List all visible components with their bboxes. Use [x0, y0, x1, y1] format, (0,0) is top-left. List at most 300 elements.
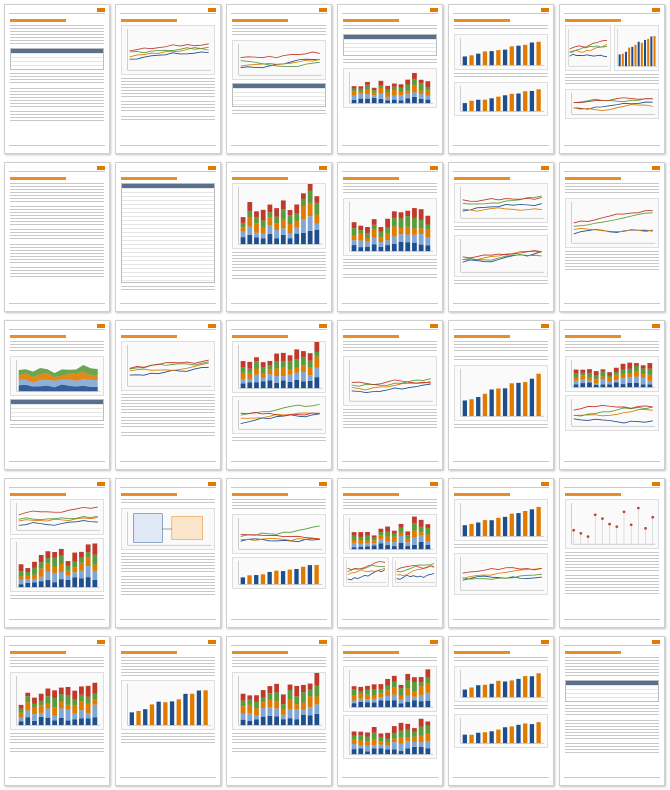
page-body [232, 175, 326, 301]
figure-lines [232, 396, 326, 434]
figure-lines [121, 341, 215, 391]
text-block [232, 110, 326, 116]
bars-thumbnail [122, 681, 214, 729]
page-thumbnail[interactable] [448, 478, 554, 628]
text-block [232, 657, 326, 669]
text-block [121, 657, 215, 677]
page-body [454, 491, 548, 617]
text-block [565, 657, 659, 677]
page-body [121, 491, 215, 617]
text-block [454, 705, 548, 711]
data-table [10, 48, 104, 70]
section-title [232, 19, 288, 22]
page-body [232, 649, 326, 775]
header-logo-icon [541, 482, 549, 486]
text-block [10, 206, 104, 226]
table-header [11, 400, 103, 404]
text-block [121, 432, 215, 438]
section-title [10, 19, 66, 22]
text-block [565, 575, 659, 595]
lines-thumbnail [566, 26, 610, 70]
page-thumbnail[interactable] [4, 320, 110, 470]
page-footer [120, 619, 216, 624]
page-header [342, 166, 438, 172]
page-footer [453, 619, 549, 624]
lines-thumbnail [233, 41, 325, 79]
text-block [454, 657, 548, 663]
lines-thumbnail [566, 199, 658, 247]
section-title [121, 493, 177, 496]
text-block [343, 409, 437, 429]
page-header [453, 640, 549, 646]
text-block [343, 341, 437, 353]
figure-stacked [343, 666, 437, 712]
header-logo-icon [208, 324, 216, 328]
data-table [10, 399, 104, 421]
figure-bars [614, 25, 660, 71]
text-block [454, 356, 548, 362]
stacked-thumbnail [344, 199, 436, 255]
lines-thumbnail [393, 558, 437, 586]
page-footer [231, 145, 327, 150]
page-header [453, 8, 549, 14]
table-header [122, 184, 214, 188]
bars-thumbnail [455, 366, 547, 420]
section-title [454, 177, 510, 180]
figure-lines [10, 499, 104, 535]
text-block [121, 576, 215, 596]
page-thumbnail[interactable] [115, 162, 221, 312]
page-thumbnail[interactable] [448, 636, 554, 786]
page-header [453, 324, 549, 330]
text-block [565, 552, 659, 572]
text-block [454, 341, 548, 353]
page-header [564, 482, 660, 488]
lines-thumbnail [344, 357, 436, 405]
page-thumbnail[interactable] [115, 636, 221, 786]
text-block [343, 499, 437, 511]
text-block [10, 341, 104, 353]
page-thumbnail[interactable] [4, 162, 110, 312]
figure-stacked [343, 514, 437, 554]
page-body [10, 17, 104, 143]
page-footer [564, 303, 660, 308]
header-logo-icon [208, 640, 216, 644]
page-header [9, 8, 105, 14]
text-block [232, 733, 326, 745]
bars-thumbnail [615, 26, 659, 70]
text-block [454, 73, 548, 79]
text-block [454, 544, 548, 550]
page-header [342, 8, 438, 14]
figure-stacked [565, 356, 659, 392]
page-header [9, 324, 105, 330]
page-thumbnail[interactable] [559, 162, 665, 312]
text-block [232, 437, 326, 443]
page-header [453, 166, 549, 172]
figure-lines [232, 40, 326, 80]
text-block [121, 394, 215, 414]
page-footer [342, 619, 438, 624]
text-block [454, 25, 548, 31]
lines-thumbnail [566, 90, 658, 118]
text-block [121, 499, 215, 505]
header-logo-icon [652, 8, 660, 12]
figure-stacked [232, 672, 326, 730]
area-thumbnail [11, 357, 103, 395]
page-thumbnail[interactable] [226, 636, 332, 786]
page-body [343, 491, 437, 617]
text-block [343, 657, 437, 663]
page-header [564, 324, 660, 330]
page-body [10, 491, 104, 617]
page-thumbnail[interactable] [337, 162, 443, 312]
page-footer [453, 777, 549, 782]
page-thumbnail[interactable] [4, 4, 110, 154]
page-body [343, 649, 437, 775]
text-block [121, 417, 215, 429]
page-footer [9, 777, 105, 782]
figure-stacked [232, 341, 326, 393]
figure-bars [454, 499, 548, 541]
lines-thumbnail [233, 515, 325, 553]
text-block [10, 244, 104, 264]
figure-lines [565, 89, 659, 119]
figure-bars [454, 82, 548, 116]
stacked-thumbnail [11, 673, 103, 729]
text-block [232, 275, 326, 281]
figure-bars [121, 680, 215, 730]
page-footer [9, 303, 105, 308]
data-table [121, 183, 215, 283]
page-thumbnail[interactable] [226, 4, 332, 154]
header-logo-icon [319, 166, 327, 170]
page-footer [231, 303, 327, 308]
page-header [120, 640, 216, 646]
text-block [10, 183, 104, 203]
figure-stacked [10, 538, 104, 592]
dots-thumbnail [566, 500, 658, 548]
header-logo-icon [652, 640, 660, 644]
page-thumbnail[interactable] [4, 478, 110, 628]
text-block [565, 720, 659, 740]
section-title [565, 177, 621, 180]
header-logo-icon [541, 8, 549, 12]
text-block [565, 251, 659, 271]
text-block [565, 183, 659, 195]
page-thumbnail[interactable] [115, 4, 221, 154]
text-block [343, 183, 437, 195]
section-title [454, 493, 510, 496]
text-block [10, 88, 104, 108]
section-title [232, 493, 288, 496]
figure-bars [454, 666, 548, 702]
page-header [9, 482, 105, 488]
header-logo-icon [319, 8, 327, 12]
header-logo-icon [208, 8, 216, 12]
section-title [343, 493, 399, 496]
section-title [121, 651, 177, 654]
text-block [121, 78, 215, 98]
text-block [10, 111, 104, 123]
stacked-thumbnail [566, 357, 658, 391]
stacked-thumbnail [344, 716, 436, 758]
stacked-thumbnail [344, 667, 436, 711]
figure-stacked [343, 198, 437, 256]
text-block [343, 259, 437, 271]
stacked-thumbnail [233, 342, 325, 392]
page-thumbnail[interactable] [559, 636, 665, 786]
header-logo-icon [430, 482, 438, 486]
figure-row [565, 25, 659, 74]
header-logo-icon [319, 482, 327, 486]
header-logo-icon [319, 640, 327, 644]
header-logo-icon [430, 8, 438, 12]
lines-thumbnail [122, 26, 214, 74]
text-block [121, 733, 215, 745]
page-header [342, 324, 438, 330]
page-header [9, 166, 105, 172]
section-title [343, 335, 399, 338]
section-title [232, 177, 288, 180]
lines-thumbnail [566, 396, 658, 430]
data-table [343, 34, 437, 56]
header-logo-icon [97, 482, 105, 486]
page-header [342, 640, 438, 646]
data-table [565, 680, 659, 702]
stacked-thumbnail [233, 673, 325, 729]
page-header [564, 166, 660, 172]
text-block [454, 280, 548, 286]
table-header [566, 681, 658, 685]
figure-row [343, 557, 437, 590]
page-header [120, 166, 216, 172]
header-logo-icon [430, 324, 438, 328]
page-thumbnail[interactable] [226, 478, 332, 628]
section-title [121, 335, 177, 338]
bars-thumbnail [233, 558, 325, 588]
section-title [565, 335, 621, 338]
page-body [454, 175, 548, 301]
page-body [343, 333, 437, 459]
section-title [232, 651, 288, 654]
page-footer [342, 145, 438, 150]
bars-thumbnail [455, 667, 547, 701]
section-title [565, 493, 621, 496]
page-thumbnail[interactable] [337, 4, 443, 154]
page-body [565, 175, 659, 301]
page-footer [9, 145, 105, 150]
page-thumbnail[interactable] [448, 320, 554, 470]
page-body [121, 17, 215, 143]
header-logo-icon [97, 324, 105, 328]
text-block [343, 274, 437, 280]
bars-thumbnail [455, 83, 547, 115]
text-block [10, 657, 104, 669]
page-body [121, 649, 215, 775]
page-footer [564, 619, 660, 624]
page-body [121, 333, 215, 459]
page-body [10, 649, 104, 775]
page-thumbnail[interactable] [226, 320, 332, 470]
section-title [454, 19, 510, 22]
page-thumbnail[interactable] [448, 162, 554, 312]
figure-lines [343, 356, 437, 406]
lines-thumbnail [233, 397, 325, 433]
page-header [231, 640, 327, 646]
page-thumbnail[interactable] [337, 320, 443, 470]
section-title [10, 177, 66, 180]
page-thumbnail[interactable] [4, 636, 110, 786]
page-header [342, 482, 438, 488]
page-thumbnail[interactable] [559, 4, 665, 154]
page-body [343, 175, 437, 301]
section-title [121, 177, 177, 180]
lines-thumbnail [455, 184, 547, 222]
page-body [565, 333, 659, 459]
text-block [10, 424, 104, 430]
bars-thumbnail [455, 35, 547, 69]
text-block [343, 25, 437, 31]
page-body [232, 333, 326, 459]
page-body [565, 491, 659, 617]
figure-lines [121, 25, 215, 75]
figure-bars [232, 557, 326, 589]
bars-thumbnail [455, 715, 547, 747]
lines-thumbnail [11, 500, 103, 534]
text-block [565, 743, 659, 755]
text-block [121, 286, 215, 292]
figure-stacked [343, 68, 437, 108]
page-header [453, 482, 549, 488]
text-block [565, 705, 659, 717]
section-title [10, 335, 66, 338]
stacked-thumbnail [344, 69, 436, 107]
text-block [10, 267, 104, 279]
section-title [565, 651, 621, 654]
page-thumbnail[interactable] [226, 162, 332, 312]
page-header [120, 324, 216, 330]
page-header [9, 640, 105, 646]
page-body [10, 333, 104, 459]
page-footer [9, 619, 105, 624]
section-title [343, 651, 399, 654]
page-thumbnail[interactable] [559, 478, 665, 628]
text-block [121, 553, 215, 573]
text-block [10, 25, 104, 45]
lines-thumbnail [122, 342, 214, 390]
section-title [565, 19, 621, 22]
page-body [565, 649, 659, 775]
page-thumbnail[interactable] [559, 320, 665, 470]
figure-bars [454, 714, 548, 748]
page-thumbnail[interactable] [337, 478, 443, 628]
stacked-thumbnail [11, 539, 103, 591]
stacked-thumbnail [344, 515, 436, 553]
text-block [565, 74, 659, 86]
page-thumbnail[interactable] [115, 478, 221, 628]
page-thumbnail[interactable] [337, 636, 443, 786]
header-logo-icon [97, 166, 105, 170]
page-thumbnail[interactable] [115, 320, 221, 470]
section-title [454, 651, 510, 654]
lines-thumbnail [455, 236, 547, 276]
table-header [233, 84, 325, 88]
text-block [121, 116, 215, 122]
page-header [231, 8, 327, 14]
text-block [10, 229, 104, 241]
header-logo-icon [652, 482, 660, 486]
page-body [343, 17, 437, 143]
page-footer [453, 145, 549, 150]
header-logo-icon [430, 640, 438, 644]
text-block [10, 748, 104, 754]
text-block [121, 101, 215, 113]
text-block [10, 595, 104, 601]
page-footer [342, 461, 438, 466]
header-logo-icon [541, 640, 549, 644]
header-logo-icon [208, 482, 216, 486]
figure-lines [232, 514, 326, 554]
figure-bars [454, 365, 548, 421]
page-footer [120, 777, 216, 782]
page-body [121, 175, 215, 301]
section-title [343, 19, 399, 22]
section-title [343, 177, 399, 180]
figure-lines [343, 557, 389, 587]
text-block [343, 59, 437, 65]
header-logo-icon [430, 166, 438, 170]
section-title [10, 651, 66, 654]
page-thumbnail[interactable] [448, 4, 554, 154]
page-footer [231, 777, 327, 782]
bars-thumbnail [455, 500, 547, 540]
page-header [231, 324, 327, 330]
figure-lines [392, 557, 438, 587]
text-block [232, 25, 326, 37]
section-title [121, 19, 177, 22]
text-block [232, 748, 326, 754]
figure-stacked [10, 672, 104, 730]
page-body [10, 175, 104, 301]
page-body [232, 491, 326, 617]
figure-lines [454, 553, 548, 595]
figure-lines [454, 235, 548, 277]
page-header [120, 8, 216, 14]
figure-dots [565, 499, 659, 549]
page-footer [231, 619, 327, 624]
header-logo-icon [541, 324, 549, 328]
figure-stacked [343, 715, 437, 759]
page-footer [342, 303, 438, 308]
page-footer [453, 461, 549, 466]
figure-stacked [232, 183, 326, 249]
page-header [231, 482, 327, 488]
page-body [454, 17, 548, 143]
header-logo-icon [97, 8, 105, 12]
header-logo-icon [541, 166, 549, 170]
text-block [10, 73, 104, 85]
section-title [10, 493, 66, 496]
table-header [11, 49, 103, 53]
figure-diagram [121, 508, 215, 550]
page-header [564, 8, 660, 14]
page-footer [564, 777, 660, 782]
page-footer [9, 461, 105, 466]
stacked-thumbnail [233, 184, 325, 248]
page-footer [342, 777, 438, 782]
header-logo-icon [652, 166, 660, 170]
